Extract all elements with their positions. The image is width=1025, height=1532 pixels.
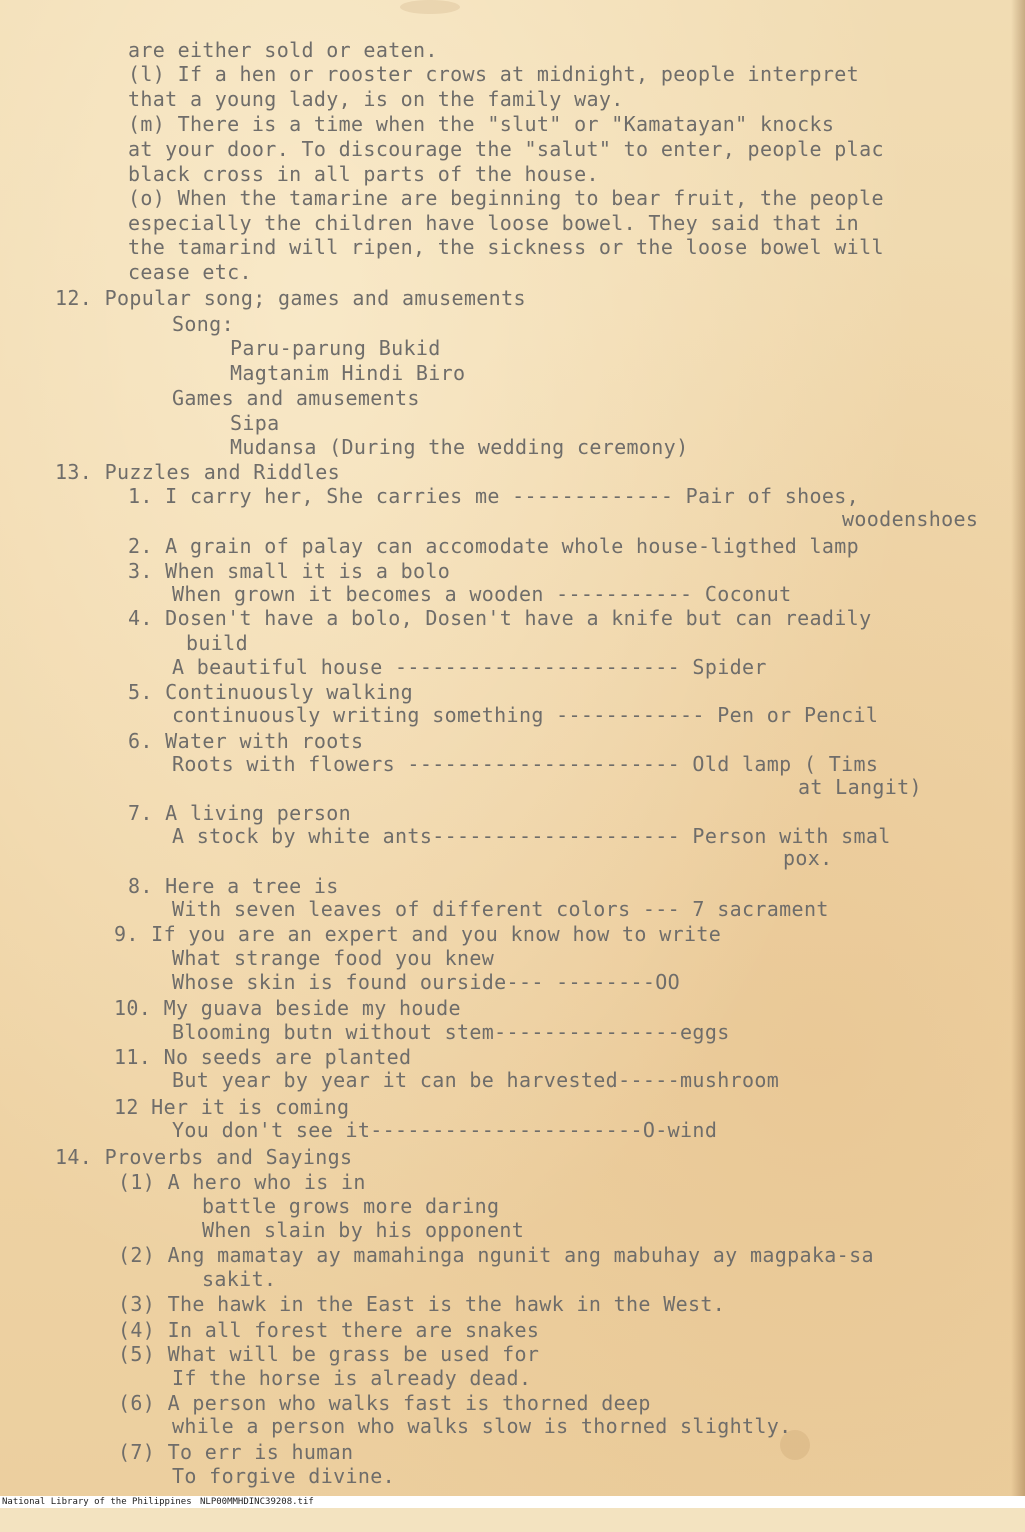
- text-line: (4) In all forest there are snakes: [118, 1318, 540, 1342]
- text-line: woodenshoes: [842, 507, 979, 531]
- text-line: build: [186, 631, 248, 655]
- text-line: A beautiful house ----------------------- Spider: [172, 655, 767, 679]
- text-line: Roots with flowers ---------------------- Old lamp ( Tims: [172, 752, 879, 776]
- text-line: at your door. To discourage the "salut" to enter, people plac: [128, 137, 884, 161]
- text-line: What strange food you knew: [172, 946, 495, 970]
- section-heading: 12. Popular song; games and amusements: [55, 286, 526, 310]
- text-line: at Langit): [798, 775, 922, 799]
- text-line: (6) A person who walks fast is thorned deep: [118, 1391, 651, 1415]
- text-line: (5) What will be grass be used for: [118, 1342, 540, 1366]
- text-line: But year by year it can be harvested-----mushroom: [172, 1068, 780, 1092]
- text-line: battle grows more daring: [202, 1194, 500, 1218]
- text-line: (o) When the tamarine are beginning to bear fruit, the people: [128, 186, 884, 210]
- section-heading: 13. Puzzles and Riddles: [55, 460, 340, 484]
- text-line: Magtanim Hindi Biro: [230, 361, 466, 385]
- text-line: Games and amusements: [172, 386, 420, 410]
- text-line: (1) A hero who is in: [118, 1170, 366, 1194]
- text-line: To forgive divine.: [172, 1464, 396, 1488]
- text-line: Mudansa (During the wedding ceremony): [230, 435, 689, 459]
- text-line: (l) If a hen or rooster crows at midnight, people interpret: [128, 62, 860, 86]
- text-line: cease etc.: [128, 260, 252, 284]
- text-line: are either sold or eaten.: [128, 38, 438, 62]
- text-line: (m) There is a time when the "slut" or "Kamatayan" knocks: [128, 112, 835, 136]
- text-line: With seven leaves of different colors --- 7 sacrament: [172, 897, 829, 921]
- text-line: 6. Water with roots: [128, 729, 364, 753]
- text-line: 9. If you are an expert and you know how to write: [114, 922, 722, 946]
- text-line: while a person who walks slow is thorned slightly.: [172, 1414, 792, 1438]
- text-line: You don't see it----------------------O-wind: [172, 1118, 718, 1142]
- text-line: 7. A living person: [128, 801, 352, 825]
- text-line: Sipa: [230, 411, 280, 435]
- text-line: 12 Her it is coming: [114, 1095, 350, 1119]
- text-line: 4. Dosen't have a bolo, Dosen't have a knife but can readily: [128, 606, 872, 630]
- text-line: 3. When small it is a bolo: [128, 559, 451, 583]
- text-line: the tamarind will ripen, the sickness or the loose bowel will: [128, 235, 884, 259]
- text-line: 1. I carry her, She carries me ------------- Pair of shoes,: [128, 484, 860, 508]
- footer-filename: NLP00MMHDINC39208.tif: [200, 1497, 314, 1507]
- scan-footer: [0, 1496, 1025, 1508]
- text-line: black cross in all parts of the house.: [128, 162, 599, 186]
- text-line: 2. A grain of palay can accomodate whole house-ligthed lamp: [128, 534, 860, 558]
- paper-stain: [400, 0, 460, 14]
- text-line: 5. Continuously walking: [128, 680, 413, 704]
- footer-library: National Library of the Philippines: [2, 1497, 192, 1507]
- section-heading: 14. Proverbs and Sayings: [55, 1145, 353, 1169]
- text-line: continuously writing something ------------ Pen or Pencil: [172, 703, 879, 727]
- text-line: Paru-parung Bukid: [230, 336, 441, 360]
- text-line: (7) To err is human: [118, 1440, 354, 1464]
- text-line: pox.: [783, 846, 833, 870]
- text-line: When slain by his opponent: [202, 1218, 525, 1242]
- text-line: 11. No seeds are planted: [114, 1045, 412, 1069]
- text-line: When grown it becomes a wooden ----------- Coconut: [172, 582, 792, 606]
- text-line: sakit.: [202, 1267, 277, 1291]
- text-line: 10. My guava beside my houde: [114, 996, 461, 1020]
- page-edge: [1011, 0, 1025, 1496]
- text-line: If the horse is already dead.: [172, 1366, 532, 1390]
- text-line: (3) The hawk in the East is the hawk in the West.: [118, 1292, 726, 1316]
- text-line: (2) Ang mamatay ay mamahinga ngunit ang mabuhay ay magpaka-sa: [118, 1243, 874, 1267]
- text-line: A stock by white ants-------------------- Person with smal: [172, 824, 891, 848]
- text-line: Whose skin is found ourside--- --------OO: [172, 970, 681, 994]
- text-line: 8. Here a tree is: [128, 874, 339, 898]
- text-line: especially the children have loose bowel. They said that in: [128, 211, 860, 235]
- text-line: Blooming butn without stem---------------eggs: [172, 1020, 730, 1044]
- text-line: Song:: [172, 312, 234, 336]
- text-line: that a young lady, is on the family way.: [128, 87, 624, 111]
